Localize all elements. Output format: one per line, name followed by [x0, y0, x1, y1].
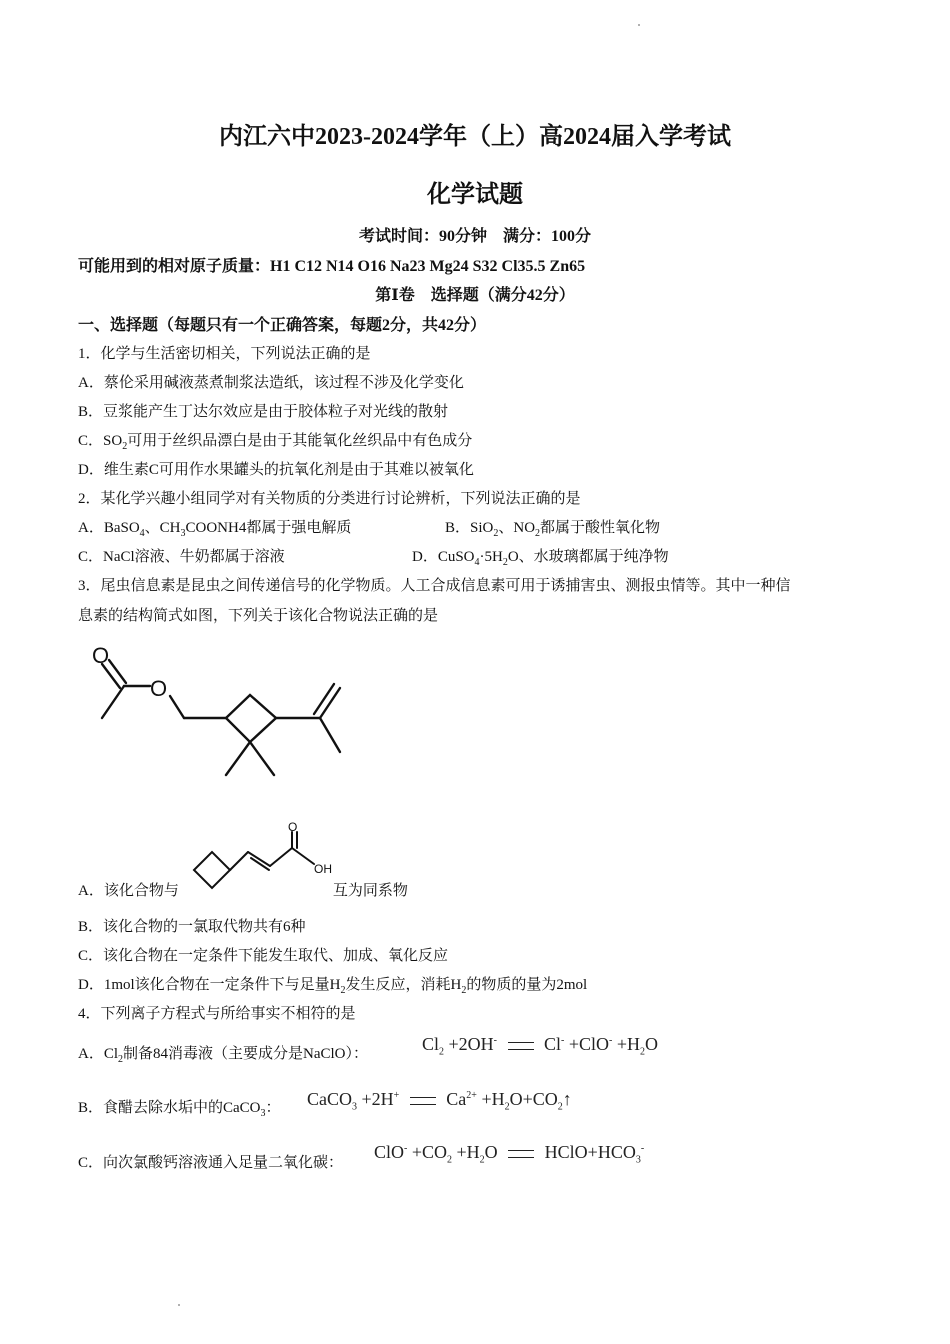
exam-time-info: 考试时间：90分钟 满分：100分: [358, 228, 591, 245]
q4-option-a: A．$Cl_2$制备84消毒液（主要成分是NaClO）：: [78, 1046, 369, 1065]
equals-sign: [508, 1150, 534, 1158]
q2-option-c: C．NaCl溶液、牛奶都属于溶液: [78, 549, 285, 565]
q4-equation-c: $ClO^- +CO_2 +H_2O$ $HClO+HCO_3^-$: [374, 1142, 645, 1166]
q3-stem-line2: 息素的结构简式如图，下列关于该化合物说法正确的是: [78, 608, 439, 624]
q4-stem: 4．下列离子方程式与所给事实不相符的是: [78, 1006, 356, 1022]
q3-stem-line1: 3．尾虫信息素是昆虫之间传递信号的化学物质。人工合成信息素可用于诱捕害虫、测报虫情等。其中一种信: [78, 578, 791, 594]
ester-oxygen-label: O: [150, 676, 168, 701]
scan-speck: [638, 24, 640, 26]
hydroxyl-label: OH: [314, 862, 332, 876]
q3-option-c: C．该化合物在一定条件下能发生取代、加成、氧化反应: [78, 948, 449, 964]
q1-option-b: B．豆浆能产生丁达尔效应是由于胶体粒子对光线的散射: [78, 404, 449, 420]
acid-oxygen-label: O: [288, 820, 298, 834]
exam-title: 内江六中2023-2024学年（上）高2024届入学考试: [219, 124, 731, 150]
q2-option-d: D．$CuSO_4\cdot 5H_2O$、水玻璃都属于纯净物: [412, 549, 669, 568]
cyclobutyl-acrylic-acid-structure: [190, 818, 340, 894]
part1-title: 第Ⅰ卷 选择题（满分42分）: [375, 287, 575, 304]
carbonyl-oxygen-label: O: [92, 643, 110, 668]
pheromone-structure: [88, 638, 358, 783]
q4-option-c: C．向次氯酸钙溶液通入足量二氧化碳：: [78, 1155, 344, 1171]
q2-stem: 2．某化学兴趣小组同学对有关物质的分类进行讨论辨析，下列说法正确的是: [78, 491, 581, 507]
atomic-masses: 可能用到的相对原子质量：H1 C12 N14 O16 Na23 Mg24 S32 Cl35.5 Zn65: [78, 258, 586, 275]
q2-option-b: B．SiO$_2$、$NO_2$都属于酸性氧化物: [445, 520, 661, 539]
q1-stem: 1．化学与生活密切相关，下列说法正确的是: [78, 346, 371, 362]
scan-speck: [178, 1304, 180, 1306]
q3-option-a: A．该化合物与 互为同系物: [78, 883, 408, 899]
equals-sign: [410, 1097, 436, 1105]
subject-title: 化学试题: [427, 182, 523, 208]
q3-option-b: B．该化合物的一氯取代物共有6种: [78, 919, 306, 935]
equals-sign: [508, 1042, 534, 1050]
q4-option-b: B．食醋去除水垢中的CaCO$_3$：: [78, 1100, 281, 1119]
q3-option-d: D．1mol该化合物在一定条件下与足量$H_2$发生反应，消耗$H_2$的物质的量为2mol: [78, 977, 588, 996]
q1-option-c: C．$SO_2$可用于丝织品漂白是由于其能氧化丝织品中有色成分: [78, 433, 473, 452]
q4-equation-b: CaCO$_3$ +2H+ $Ca^{2+}$ $+H_2O+CO_2↑$: [307, 1089, 572, 1113]
q1-option-d: D．维生素C可用作水果罐头的抗氧化剂是由于其难以被氧化: [78, 462, 474, 478]
q2-option-a: A．BaSO$_4$、$CH_3COONH4$都属于强电解质: [78, 520, 352, 539]
section1-title: 一、选择题（每题只有一个正确答案，每题2分，共42分）: [78, 317, 487, 334]
q1-option-a: A．蔡伦采用碱液蒸煮制浆法造纸，该过程不涉及化学变化: [78, 375, 464, 391]
q4-equation-a: $Cl_2 +2OH^-$ $Cl^- +ClO^- +H_2O$: [422, 1034, 659, 1058]
